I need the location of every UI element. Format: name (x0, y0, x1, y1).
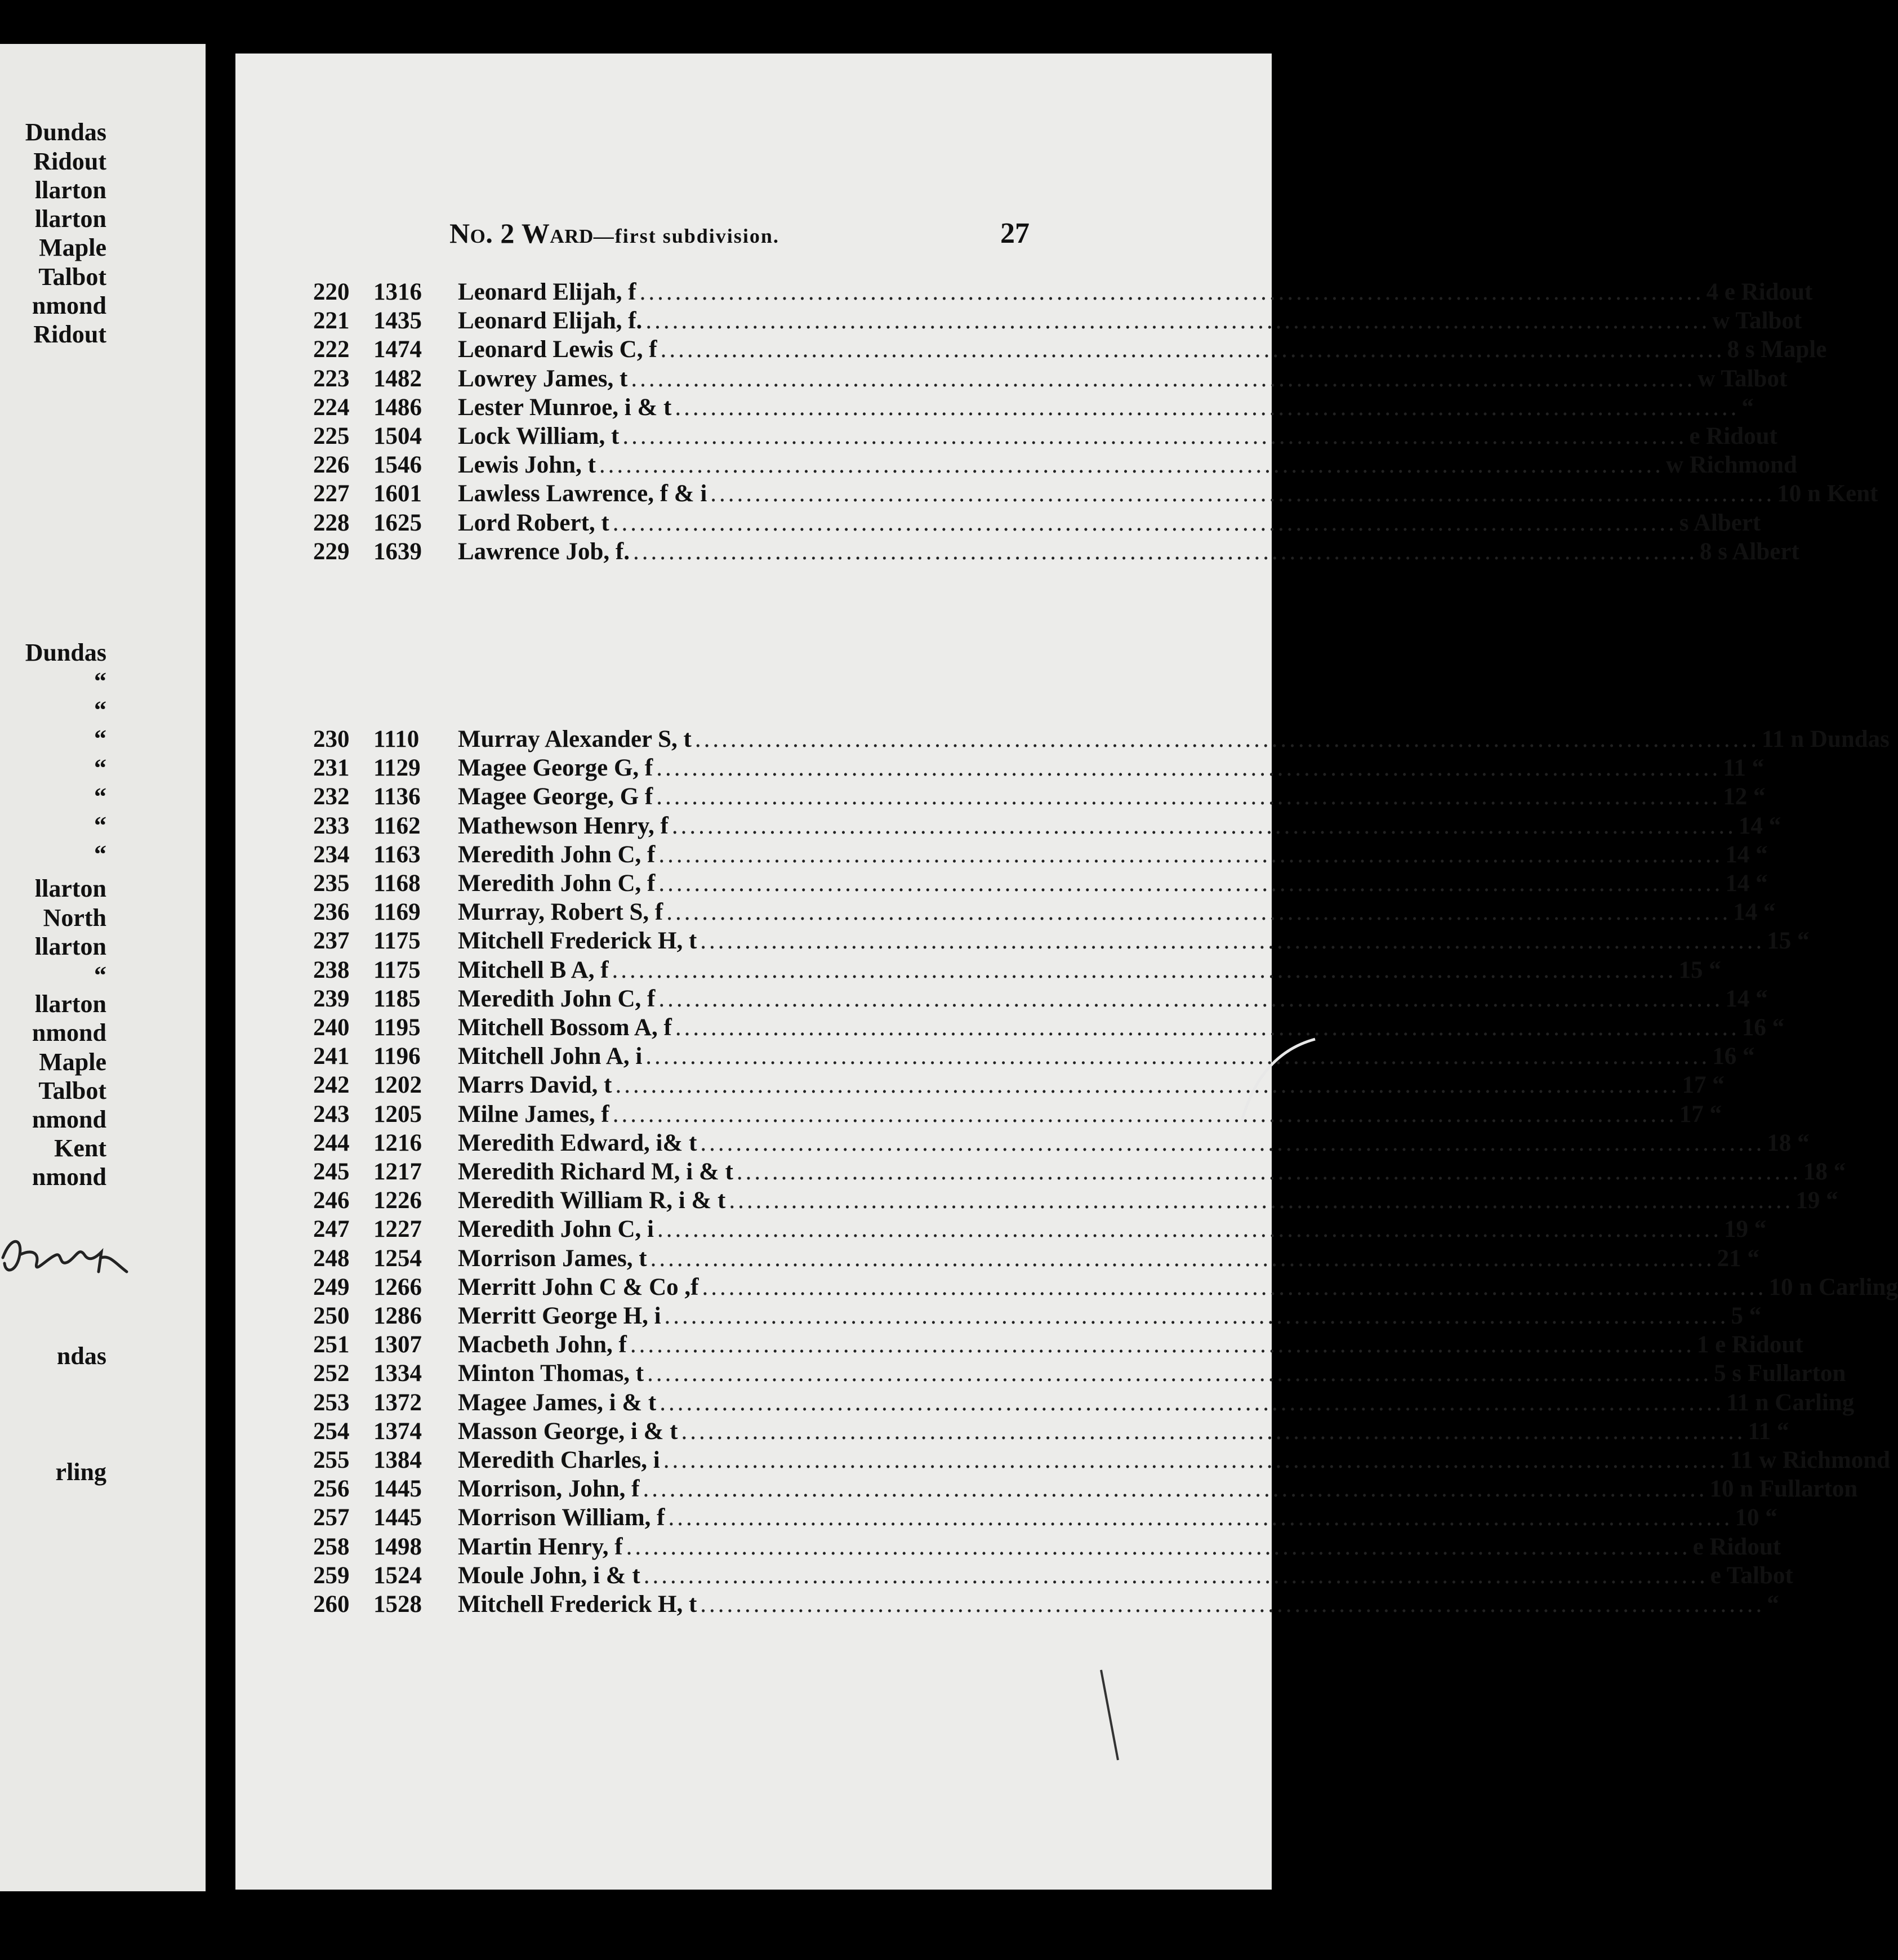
adjacent-page-text: nmond (32, 1163, 106, 1191)
leader-dots: ........................................................................................................................ (599, 452, 1664, 479)
list-item (235, 1446, 1891, 1475)
roll-number: 1372 (373, 1389, 422, 1416)
leader-dots: ........................................................................................................................ (615, 1072, 1680, 1099)
list-item (235, 1186, 1838, 1215)
entry-name: Murray Alexander S, t (458, 726, 692, 752)
list-item (235, 840, 1768, 869)
entry-address: 1 e Ridout (1696, 1331, 1803, 1358)
entry-number: 246 (313, 1187, 350, 1214)
entry-number: 252 (313, 1360, 350, 1387)
entry-address: e Ridout (1689, 423, 1777, 449)
entry-name: Lord Robert, t (458, 509, 609, 536)
roll-number: 1226 (373, 1187, 422, 1214)
list-item (235, 393, 1754, 422)
entry-name: Meredith John C, i (458, 1216, 654, 1243)
entry-number: 255 (313, 1447, 350, 1473)
leader-dots: ........................................................................................................................ (675, 1014, 1740, 1041)
list-item (235, 306, 1802, 335)
adjacent-page-text: llarton (34, 176, 106, 204)
entry-number: 238 (313, 956, 350, 983)
entry-name: Merritt John C & Co ,f (458, 1273, 699, 1300)
entry-number: 242 (313, 1072, 350, 1099)
entry-address: w Richmond (1665, 452, 1797, 479)
entry-address: s Albert (1679, 509, 1761, 536)
roll-number: 1168 (373, 870, 421, 897)
roll-number: 1254 (373, 1245, 422, 1272)
list-item (235, 1359, 1846, 1388)
entry-name: Magee George G, f (458, 755, 653, 782)
adjacent-page-text: ndas (56, 1342, 106, 1370)
roll-number: 1435 (373, 308, 422, 335)
adjacent-page-text: “ (94, 840, 106, 868)
leader-dots: ........................................................................................................................ (626, 1533, 1691, 1560)
list-item (235, 1388, 1855, 1417)
page-number: 27 (1000, 217, 1030, 250)
handwritten-signature (0, 1224, 130, 1286)
entry-address: 21 “ (1717, 1245, 1759, 1272)
directory-page (235, 54, 1898, 1890)
adjacent-page-text: “ (94, 696, 106, 724)
entry-address: e Talbot (1710, 1562, 1793, 1589)
leader-dots: ........................................................................................................................ (681, 1418, 1746, 1445)
list-item (235, 1042, 1755, 1071)
entry-address: 12 “ (1723, 783, 1766, 810)
leader-dots: ........................................................................................................................ (658, 841, 1723, 868)
entry-name: Meredith Edward, i& t (458, 1129, 697, 1156)
leader-dots: ........................................................................................................................ (658, 870, 1723, 897)
entry-name: Mitchell Frederick H, t (458, 928, 697, 955)
entry-number: 221 (313, 308, 350, 335)
roll-number: 1286 (373, 1303, 422, 1329)
leader-dots: ........................................................................................................................ (639, 279, 1704, 305)
leader-dots: ........................................................................................................................ (700, 1129, 1765, 1156)
leader-dots: ........................................................................................................................ (700, 1591, 1765, 1618)
entry-name: Martin Henry, f (458, 1533, 623, 1560)
list-item (235, 1215, 1767, 1244)
leader-dots: ........................................................................................................................ (657, 1216, 1722, 1243)
entry-name: Marrs David, t (458, 1072, 612, 1099)
roll-number: 1639 (373, 538, 422, 565)
entry-address: 14 “ (1725, 841, 1768, 868)
leader-dots: ........................................................................................................................ (729, 1187, 1794, 1214)
entry-number: 256 (313, 1476, 350, 1503)
entry-address: 8 s Albert (1699, 538, 1799, 565)
entry-name: Magee James, i & t (458, 1389, 657, 1416)
entry-number: 241 (313, 1043, 350, 1070)
list-item (235, 537, 1799, 566)
entry-number: 233 (313, 812, 350, 839)
roll-number: 1601 (373, 480, 422, 507)
roll-number: 1202 (373, 1072, 422, 1099)
list-item (235, 1503, 1777, 1532)
entry-name: Merritt George H, i (458, 1303, 661, 1329)
roll-number: 1445 (373, 1504, 422, 1531)
entry-number: 225 (313, 423, 350, 449)
entry-address: 14 “ (1725, 985, 1768, 1012)
list-item (235, 1100, 1722, 1129)
list-item (235, 1533, 1781, 1561)
list-item (235, 725, 1890, 754)
adjacent-page-text: Dundas (25, 118, 106, 146)
entry-number: 258 (313, 1533, 350, 1560)
leader-dots: ........................................................................................................................ (631, 365, 1696, 392)
entry-name: Meredith Richard M, i & t (458, 1159, 733, 1185)
list-item (235, 1071, 1725, 1099)
entry-number: 243 (313, 1101, 350, 1128)
adjacent-page-text: Talbot (38, 263, 106, 291)
roll-number: 1169 (373, 899, 421, 926)
roll-number: 1524 (373, 1562, 422, 1589)
adjacent-page-text: Dundas (25, 639, 106, 666)
list-item (235, 278, 1813, 306)
leader-dots: ........................................................................................................................ (675, 394, 1740, 421)
ward-label: No. 2 Ward (449, 217, 594, 249)
entry-name: Leonard Elijah, f (458, 279, 636, 305)
entry-number: 257 (313, 1504, 350, 1531)
leader-dots: ........................................................................................................................ (710, 480, 1775, 507)
entry-number: 231 (313, 755, 350, 782)
list-item (235, 812, 1781, 840)
entry-name: Magee George, G f (458, 783, 653, 810)
adjacent-page-text: nmond (32, 1106, 106, 1133)
list-item (235, 1273, 1898, 1302)
list-item (235, 335, 1827, 364)
entry-name: Mitchell John A, i (458, 1043, 643, 1070)
list-item (235, 985, 1768, 1013)
leader-dots: ........................................................................................................................ (660, 1389, 1725, 1416)
entry-number: 229 (313, 538, 350, 565)
adjacent-page-text: nmond (32, 292, 106, 319)
adjacent-page-text: Maple (39, 1048, 106, 1076)
scratch-mark (1098, 1667, 1121, 1763)
entry-address: 11 n Carling (1726, 1389, 1855, 1416)
entry-number: 253 (313, 1389, 350, 1416)
entry-number: 244 (313, 1129, 350, 1156)
leader-dots: ........................................................................................................................ (630, 1331, 1695, 1358)
entry-name: Masson George, i & t (458, 1418, 678, 1445)
leader-dots: ........................................................................................................................ (700, 928, 1765, 955)
adjacent-page-text: Ridout (33, 148, 106, 175)
entry-number: 259 (313, 1562, 350, 1589)
roll-number: 1175 (373, 956, 421, 983)
entry-address: “ (1741, 394, 1754, 421)
leader-dots: ........................................................................................................................ (668, 1504, 1733, 1531)
roll-number: 1175 (373, 928, 421, 955)
entry-address: 14 “ (1725, 870, 1768, 897)
leader-dots: ........................................................................................................................ (666, 899, 1731, 926)
list-item (235, 1129, 1810, 1157)
leader-dots: ........................................................................................................................ (658, 985, 1723, 1012)
leader-dots: ........................................................................................................................ (671, 812, 1736, 839)
entry-address: “ (1767, 1591, 1779, 1618)
entry-name: Morrison, John, f (458, 1476, 640, 1503)
leader-dots: ........................................................................................................................ (645, 308, 1710, 335)
roll-number: 1110 (373, 726, 420, 752)
list-item (235, 1590, 1779, 1619)
entry-name: Lewis John, t (458, 452, 596, 479)
list-item (235, 1302, 1762, 1330)
entry-number: 237 (313, 928, 350, 955)
list-item (235, 364, 1788, 393)
roll-number: 1217 (373, 1159, 422, 1185)
entry-address: 11 n Dundas (1761, 726, 1890, 752)
entry-name: Moule John, i & t (458, 1562, 640, 1589)
entry-address: w Talbot (1712, 308, 1802, 335)
entry-number: 227 (313, 480, 350, 507)
entry-address: 14 “ (1738, 812, 1781, 839)
list-item (235, 956, 1721, 985)
entry-address: 14 “ (1733, 899, 1776, 926)
roll-number: 1205 (373, 1101, 422, 1128)
entry-number: 228 (313, 509, 350, 536)
entry-address: 11 “ (1723, 755, 1765, 782)
entry-address: 17 “ (1679, 1101, 1722, 1128)
roll-number: 1216 (373, 1129, 422, 1156)
entry-number: 224 (313, 394, 350, 421)
adjacent-page-text: Talbot (38, 1077, 106, 1104)
list-item (235, 451, 1797, 479)
entry-name: Meredith John C, f (458, 870, 656, 897)
entry-address: e Ridout (1692, 1533, 1781, 1560)
entry-address: w Talbot (1697, 365, 1788, 392)
entry-address: 4 e Ridout (1706, 279, 1813, 305)
adjacent-page-text: “ (94, 783, 106, 810)
entry-name: Morrison James, t (458, 1245, 647, 1272)
list-item (235, 869, 1768, 898)
leader-dots: ........................................................................................................................ (622, 423, 1687, 449)
entry-address: 10 n Fullarton (1709, 1476, 1858, 1503)
entry-number: 250 (313, 1303, 350, 1329)
leader-dots: ........................................................................................................................ (663, 1447, 1728, 1473)
list-item (235, 479, 1878, 508)
adjacent-page-text: “ (94, 812, 106, 839)
roll-number: 1474 (373, 336, 422, 363)
roll-number: 1374 (373, 1418, 422, 1445)
roll-number: 1307 (373, 1331, 422, 1358)
leader-dots: ........................................................................................................................ (656, 755, 1721, 782)
leader-dots: ........................................................................................................................ (645, 1043, 1710, 1070)
adjacent-page-text: “ (94, 725, 106, 752)
entry-number: 230 (313, 726, 350, 752)
entry-address: 17 “ (1682, 1072, 1725, 1099)
leader-dots: ........................................................................................................................ (664, 1303, 1729, 1329)
adjacent-page-text: “ (94, 754, 106, 782)
entry-name: Milne James, f (458, 1101, 609, 1128)
list-item (235, 926, 1810, 955)
entry-address: 18 “ (1767, 1129, 1810, 1156)
entry-number: 248 (313, 1245, 350, 1272)
entry-address: 16 “ (1712, 1043, 1755, 1070)
leader-dots: ........................................................................................................................ (612, 956, 1677, 983)
page-title (449, 217, 779, 250)
roll-number: 1227 (373, 1216, 422, 1243)
entry-name: Mathewson Henry, f (458, 812, 669, 839)
list-item (235, 1157, 1846, 1186)
entry-address: 19 “ (1795, 1187, 1838, 1214)
adjacent-page-text: llarton (34, 205, 106, 233)
adjacent-page-text: llarton (34, 933, 106, 960)
roll-number: 1334 (373, 1360, 422, 1387)
roll-number: 1316 (373, 279, 422, 305)
leader-dots: ........................................................................................................................ (647, 1360, 1712, 1387)
adjacent-page-text: llarton (34, 875, 106, 902)
entry-number: 260 (313, 1591, 350, 1618)
roll-number: 1546 (373, 452, 422, 479)
entry-name: Lock William, t (458, 423, 620, 449)
leader-dots: ........................................................................................................................ (612, 509, 1677, 536)
entry-name: Meredith John C, f (458, 985, 656, 1012)
entry-name: Lowrey James, t (458, 365, 628, 392)
adjacent-page-fragment (0, 44, 206, 1891)
entry-address: 16 “ (1741, 1014, 1785, 1041)
entry-name: Murray, Robert S, f (458, 899, 663, 926)
entry-number: 222 (313, 336, 350, 363)
list-item (235, 782, 1766, 811)
leader-dots: ........................................................................................................................ (694, 726, 1759, 752)
entry-number: 236 (313, 899, 350, 926)
roll-number: 1625 (373, 509, 422, 536)
leader-dots: ........................................................................................................................ (643, 1476, 1708, 1503)
adjacent-page-text: North (43, 904, 106, 932)
entry-address: 10 n Carling (1768, 1273, 1898, 1300)
list-item (235, 1330, 1803, 1359)
adjacent-page-text: Maple (39, 234, 106, 261)
entry-name: Mitchell B A, f (458, 956, 609, 983)
list-item (235, 1417, 1789, 1446)
entry-address: 15 “ (1678, 956, 1721, 983)
leader-dots: ........................................................................................................................ (643, 1562, 1708, 1589)
entry-number: 223 (313, 365, 350, 392)
entry-name: Lawless Lawrence, f & i (458, 480, 707, 507)
entry-number: 240 (313, 1014, 350, 1041)
list-item (235, 1561, 1793, 1590)
entry-name: Morrison William, f (458, 1504, 665, 1531)
roll-number: 1482 (373, 365, 422, 392)
entry-number: 249 (313, 1273, 350, 1300)
leader-dots: ........................................................................................................................ (660, 336, 1725, 363)
roll-number: 1136 (373, 783, 421, 810)
entry-number: 251 (313, 1331, 350, 1358)
adjacent-page-text: “ (94, 667, 106, 695)
entry-name: Macbeth John, f (458, 1331, 627, 1358)
entry-number: 234 (313, 841, 350, 868)
entry-number: 226 (313, 452, 350, 479)
adjacent-page-text: nmond (32, 1019, 106, 1046)
entry-address: 8 s Maple (1727, 336, 1827, 363)
leader-dots: ........................................................................................................................ (702, 1273, 1767, 1300)
roll-number: 1163 (373, 841, 421, 868)
entry-number: 247 (313, 1216, 350, 1243)
list-item (235, 1013, 1785, 1042)
list-item (235, 1475, 1858, 1503)
roll-number: 1196 (373, 1043, 421, 1070)
entry-name: Lester Munroe, i & t (458, 394, 672, 421)
entry-name: Meredith William R, i & t (458, 1187, 726, 1214)
adjacent-page-text: rling (55, 1458, 106, 1486)
entry-number: 245 (313, 1159, 350, 1185)
roll-number: 1266 (373, 1273, 422, 1300)
entry-number: 239 (313, 985, 350, 1012)
adjacent-page-text: “ (94, 961, 106, 989)
entry-number: 254 (313, 1418, 350, 1445)
entry-address: 19 “ (1724, 1216, 1767, 1243)
entry-name: Leonard Lewis C, f (458, 336, 657, 363)
roll-number: 1162 (373, 812, 421, 839)
adjacent-page-text: Ridout (33, 320, 106, 348)
entry-address: 11 “ (1748, 1418, 1789, 1445)
leader-dots: ........................................................................................................................ (650, 1245, 1715, 1272)
roll-number: 1486 (373, 394, 422, 421)
entry-address: 10 n Kent (1777, 480, 1878, 507)
list-item (235, 754, 1765, 782)
leader-dots: ........................................................................................................................ (736, 1159, 1801, 1185)
page-header (235, 217, 1272, 256)
roll-number: 1498 (373, 1533, 422, 1560)
entry-address: 18 “ (1803, 1159, 1846, 1185)
entry-number: 235 (313, 870, 350, 897)
subdivision-label: —first subdivision. (593, 225, 779, 247)
leader-dots: ........................................................................................................................ (612, 1101, 1677, 1128)
entry-name: Meredith Charles, i (458, 1447, 660, 1473)
entry-number: 220 (313, 279, 350, 305)
entry-name: Mitchell Frederick H, t (458, 1591, 697, 1618)
list-item (235, 898, 1776, 926)
entry-name: Meredith John C, f (458, 841, 656, 868)
scratch-mark (1233, 1036, 1318, 1126)
entry-name: Mitchell Bossom A, f (458, 1014, 672, 1041)
entry-address: 11 w Richmond (1730, 1447, 1891, 1473)
entry-name: Leonard Elijah, f. (458, 308, 643, 335)
roll-number: 1185 (373, 985, 421, 1012)
adjacent-page-text: Kent (54, 1134, 106, 1162)
entry-name: Minton Thomas, t (458, 1360, 644, 1387)
leader-dots: ........................................................................................................................ (656, 783, 1721, 810)
entry-name: Lawrence Job, f. (458, 538, 630, 565)
roll-number: 1528 (373, 1591, 422, 1618)
roll-number: 1129 (373, 755, 421, 782)
entry-address: 15 “ (1767, 928, 1810, 955)
entry-number: 232 (313, 783, 350, 810)
adjacent-page-text: llarton (34, 990, 106, 1018)
roll-number: 1384 (373, 1447, 422, 1473)
roll-number: 1195 (373, 1014, 421, 1041)
leader-dots: ........................................................................................................................ (632, 538, 1697, 565)
entry-address: 10 “ (1735, 1504, 1777, 1531)
list-item (235, 422, 1777, 451)
list-item (235, 1244, 1759, 1273)
roll-number: 1445 (373, 1476, 422, 1503)
entry-address: 5 s Fullarton (1714, 1360, 1846, 1387)
roll-number: 1504 (373, 423, 422, 449)
entry-address: 5 “ (1731, 1303, 1762, 1329)
list-item (235, 509, 1761, 537)
